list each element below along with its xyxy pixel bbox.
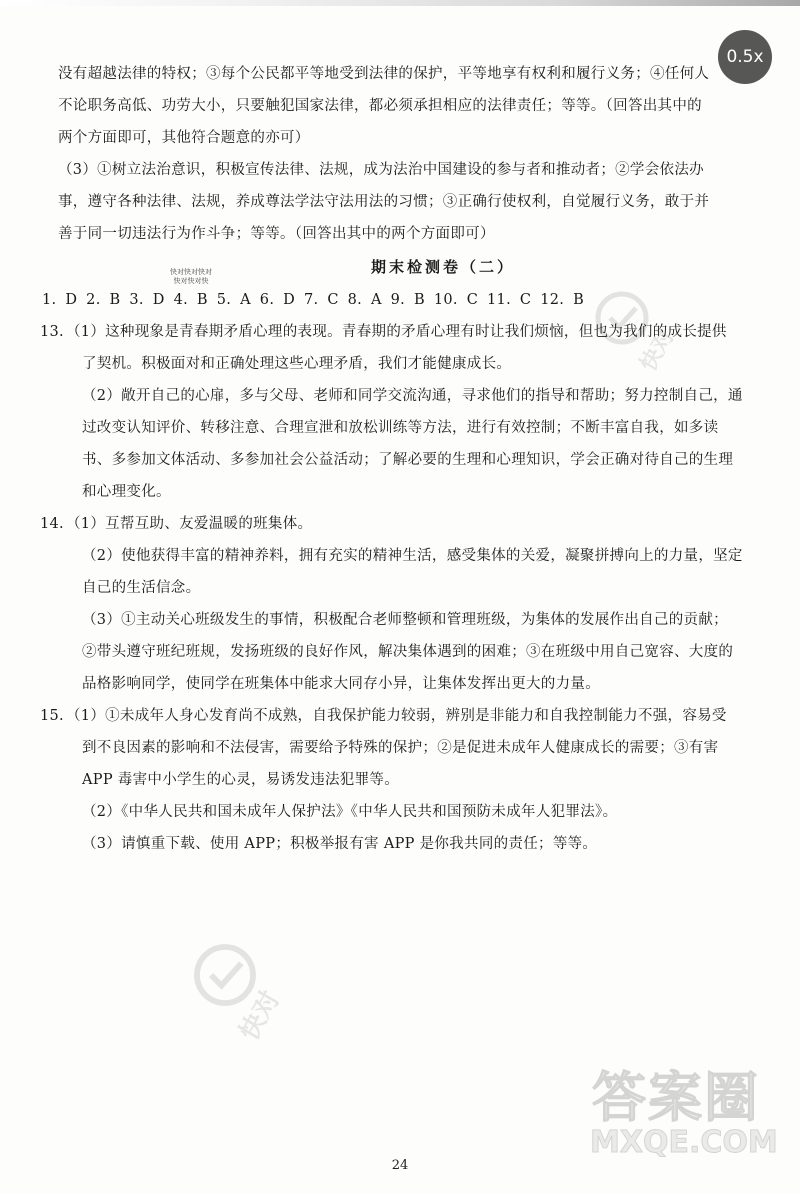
text-line: 不论职务高低、功劳大小，只要触犯国家法律，都必须承担相应的法律责任；等等。（回答出其中的 [58,98,702,114]
text-line: （1）这种现象是青春期矛盾心理的表现。青春期的矛盾心理有时让我们烦恼，但也为我们的成长提供 [66,324,727,340]
question-13-line [42,316,778,348]
text-line: （1）①未成年人身心发育尚不成熟，自我保护能力较弱，辨别是非能力和自我控制能力不强，容易受 [66,708,727,724]
corner-watermark-url: MXQE.COM [590,1125,778,1160]
text-line: 自己的生活信念。 [82,580,201,596]
text-line: （3）①树立法治意识，积极宣传法律、法规，成为法治中国建设的参与者和推动者；②学会依法办 [58,162,704,178]
watermark-stamp: 快对快对快对 快对快对快 [170,268,212,285]
text-line: （3）请慎重下载、使用 APP；积极举报有害 APP 是你我共同的责任；等等。 [82,836,598,852]
text-line: （2）《中华人民共和国未成年人保护法》《中华人民共和国预防未成年人犯罪法》。 [82,804,618,820]
corner-watermark-brand: 答案圈 [592,1066,760,1129]
question-15-line [42,700,778,732]
question-number: 14. [40,516,64,532]
section-title: 期末检测卷（二） [370,258,515,276]
zoom-level-badge[interactable]: 0.5x [718,30,772,84]
text-line: ②带头遵守班纪班规，发扬班级的良好作风，解决集体遇到的困难；③在班级中用自己宽容、大度的 [82,644,734,660]
text-line: 品格影响同学，使同学在班集体中能求大同存小异，让集体发挥出更大的力量。 [82,676,600,692]
page-number: 24 [391,1158,409,1173]
answer-content [40,58,778,860]
text-line: 善于同一切违法行为作斗争；等等。（回答出其中的两个方面即可） [58,226,495,242]
question-number: 13. [40,324,64,340]
text-line: 了契机。积极面对和正确处理这些心理矛盾，我们才能健康成长。 [82,356,512,372]
corner-watermark-logo [586,1055,786,1175]
text-line: 到不良因素的影响和不法侵害，需要给予特殊的保护；②是促进未成年人健康成长的需要；③有害 [82,740,719,756]
text-line: 过改变认知评价、转移注意、合理宣泄和放松训练等方法，进行有效控制；不断丰富自我，如多读 [82,420,719,436]
text-line: 两个方面即可，其他符合题意的亦可） [58,130,310,146]
text-line: APP 毒害中小学生的心灵，易诱发违法犯罪等。 [82,772,399,788]
text-line: （2）使他获得丰富的精神养料，拥有充实的精神生活，感受集体的关爱，凝聚拼搏向上的力量，坚定 [82,548,743,564]
watermark-text-top: 快对 [635,325,680,376]
text-line: 和心理变化。 [82,484,171,500]
text-line: （2）敞开自己的心扉，多与父母、老师和同学交流沟通，寻求他们的指导和帮助；努力控制自己，通 [82,388,743,404]
multiple-choice-answers: 1. D 2. B 3. D 4. B 5. A 6. D 7. C 8. A 9. B 10. C 11. C 12. B [42,292,585,308]
page-top-edge [0,0,800,6]
watermark-text-bottom: 快对 [234,985,287,1046]
text-line: 书、多参加文体活动、多参加社会公益活动；了解必要的生理和心理知识，学会正确对待自己的生理 [82,452,734,468]
text-line: （1）互帮互助、友爱温暖的班集体。 [66,516,313,532]
text-line: 事，遵守各种法律、法规，养成尊法学法守法用法的习惯；③正确行使权利，自觉履行义务，敢于并 [58,194,710,210]
question-14-line [42,508,778,540]
question-number: 15. [40,708,64,724]
watermark-logo-bottom [190,940,260,1010]
text-line: （3）①主动关心班级发生的事情，积极配合老师整顿和管理班级，为集体的发展作出自己的贡献； [82,612,728,628]
text-line: 没有超越法律的特权；③每个公民都平等地受到法律的保护，平等地享有权利和履行义务；④任何人 [58,66,710,82]
